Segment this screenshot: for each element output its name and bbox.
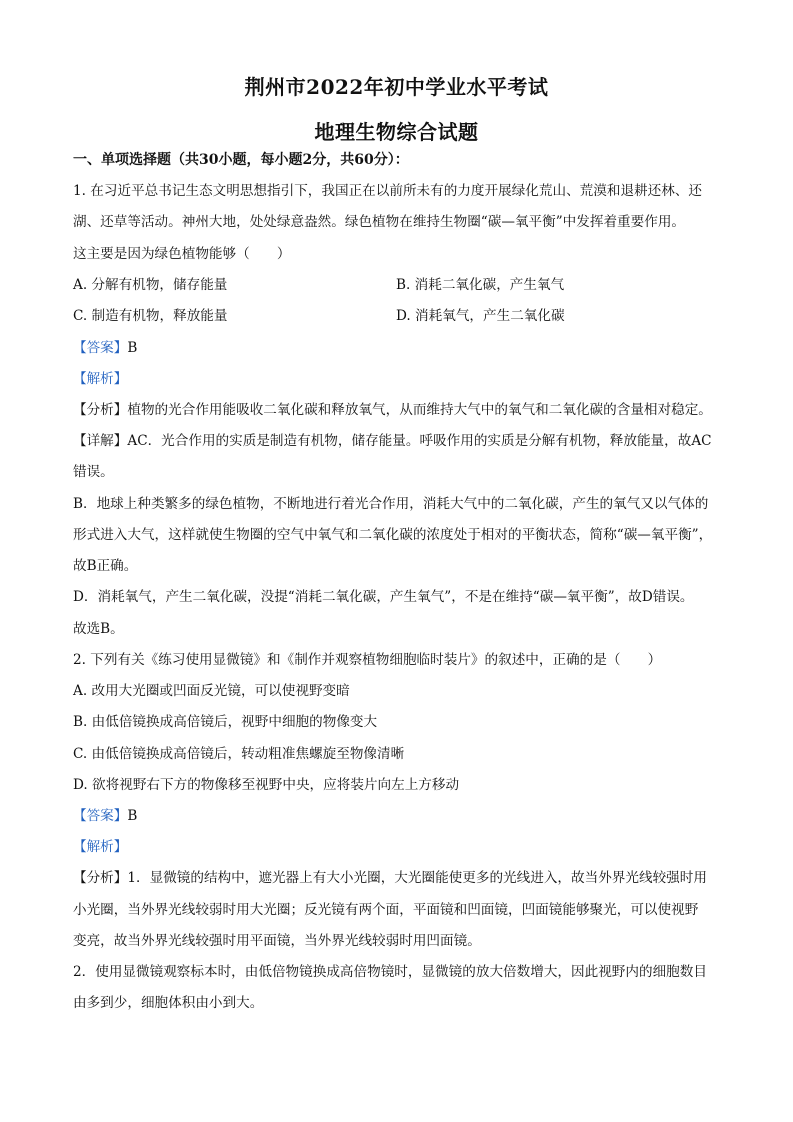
q2-fenxi: [73, 869, 725, 887]
q2-option-b: B. 由低倍镜换成高倍镜后，视野中细胞的物像变大: [73, 714, 378, 730]
q2-point2-line-1: 2．使用显微镜观察标本时，由低倍物镜换成高倍物镜时，显微镜的放大倍数增大，因此视野内的细胞数目: [73, 964, 707, 980]
q1-b-line-3: 故B正确。: [73, 558, 138, 574]
q2-option-d: D. 欲将视野右下方的物像移至视野中央，应将装片向左上方移动: [73, 777, 460, 793]
q1-answer-value: B: [127, 340, 138, 356]
q2-answer-tag: 【答案】: [73, 808, 128, 824]
q1-option-c: C. 制造有机物，释放能量: [73, 308, 228, 324]
q2-fenxi-line-3: 变亮，故当外界光线较强时用平面镜，当外界光线较弱时用凹面镜。: [73, 933, 481, 949]
exam-title: 荆州市2022年初中学业水平考试: [244, 75, 549, 99]
q2-fenxi-line-2: 小光圈，当外界光线较弱时用大光圈；反光镜有两个面，平面镜和凹面镜，凹面镜能够聚光，可以使视野: [73, 902, 699, 918]
q1-stem-line-2: 湖、还草等活动。神州大地，处处绿意盎然。绿色植物在维持生物圈“碳—氧平衡”中发挥着重要作用。: [73, 214, 686, 230]
q2-option-c: C. 由低倍镜换成高倍镜后，转动粗准焦螺旋至物像清晰: [73, 746, 405, 762]
q2-fenxi-line-1: 1．显微镜的结构中，遮光器上有大小光圈，大光圈能使更多的光线进入，故当外界光线较强时用: [127, 870, 707, 886]
q1-fenxi-text: 植物的光合作用能吸收二氧化碳和释放氧气，从而维持大气中的氧气和二氧化碳的含量相对稳定。: [127, 402, 712, 418]
q1-stem-line-3: 这主要是因为绿色植物能够（ ）: [73, 246, 291, 262]
q2-answer: [73, 807, 725, 825]
q2-stem: 2. 下列有关《练习使用显微镜》和《制作并观察植物细胞临时装片》的叙述中，正确的是（ ）: [73, 652, 662, 668]
q1-xiangjie-line-1: AC．光合作用的实质是制造有机物，储存能量。呼吸作用的实质是分解有机物，释放能量，故AC: [127, 433, 712, 449]
q1-analysis-tag: 【解析】: [73, 371, 128, 387]
q1-xiangjie-line-2: 错误。: [73, 464, 114, 480]
q2-analysis-tag: 【解析】: [73, 839, 128, 855]
q1-option-a: A. 分解有机物，储存能量: [73, 277, 228, 293]
q2-answer-value: B: [127, 808, 138, 824]
q1-option-b: B. 消耗二氧化碳，产生氧气: [396, 277, 565, 293]
q1-fenxi: [73, 401, 725, 419]
q1-fenxi-tag: 【分析】: [73, 402, 128, 418]
q1-xiangjie: [73, 432, 725, 450]
q1-conclusion: 故选B。: [73, 621, 124, 637]
q1-option-d: D. 消耗氧气，产生二氧化碳: [396, 308, 565, 324]
q1-answer: [73, 339, 725, 357]
q2-analysis: [73, 838, 725, 856]
exam-subtitle: 地理生物综合试题: [314, 120, 479, 144]
q1-d-line: D．消耗氧气，产生二氧化碳，没提“消耗二氧化碳，产生氧气”，不是在维持“碳—氧平衡”，故D错误。: [73, 589, 694, 605]
q1-stem-line-1: 1. 在习近平总书记生态文明思想指引下，我国正在以前所未有的力度开展绿化荒山、荒漠和退耕还林、还: [73, 183, 703, 199]
q1-answer-tag: 【答案】: [73, 340, 128, 356]
q1-b-line-2: 形式进入大气，这样就使生物圈的空气中氧气和二氧化碳的浓度处于相对的平衡状态，简称“碳—氧平衡”，: [73, 527, 713, 543]
q1-b-line-1: B．地球上种类繁多的绿色植物，不断地进行着光合作用，消耗大气中的二氧化碳，产生的氧气又以气体的: [73, 496, 709, 512]
q1-xiangjie-tag: 【详解】: [73, 433, 128, 449]
q2-option-a: A. 改用大光圈或凹面反光镜，可以使视野变暗: [73, 683, 350, 699]
q2-point2-line-2: 由多到少，细胞体积由小到大。: [73, 995, 264, 1011]
q2-fenxi-tag: 【分析】: [73, 870, 128, 886]
q1-analysis: [73, 370, 725, 388]
section-heading: 一、单项选择题（共30小题，每小题2分，共60分）：: [73, 152, 409, 168]
